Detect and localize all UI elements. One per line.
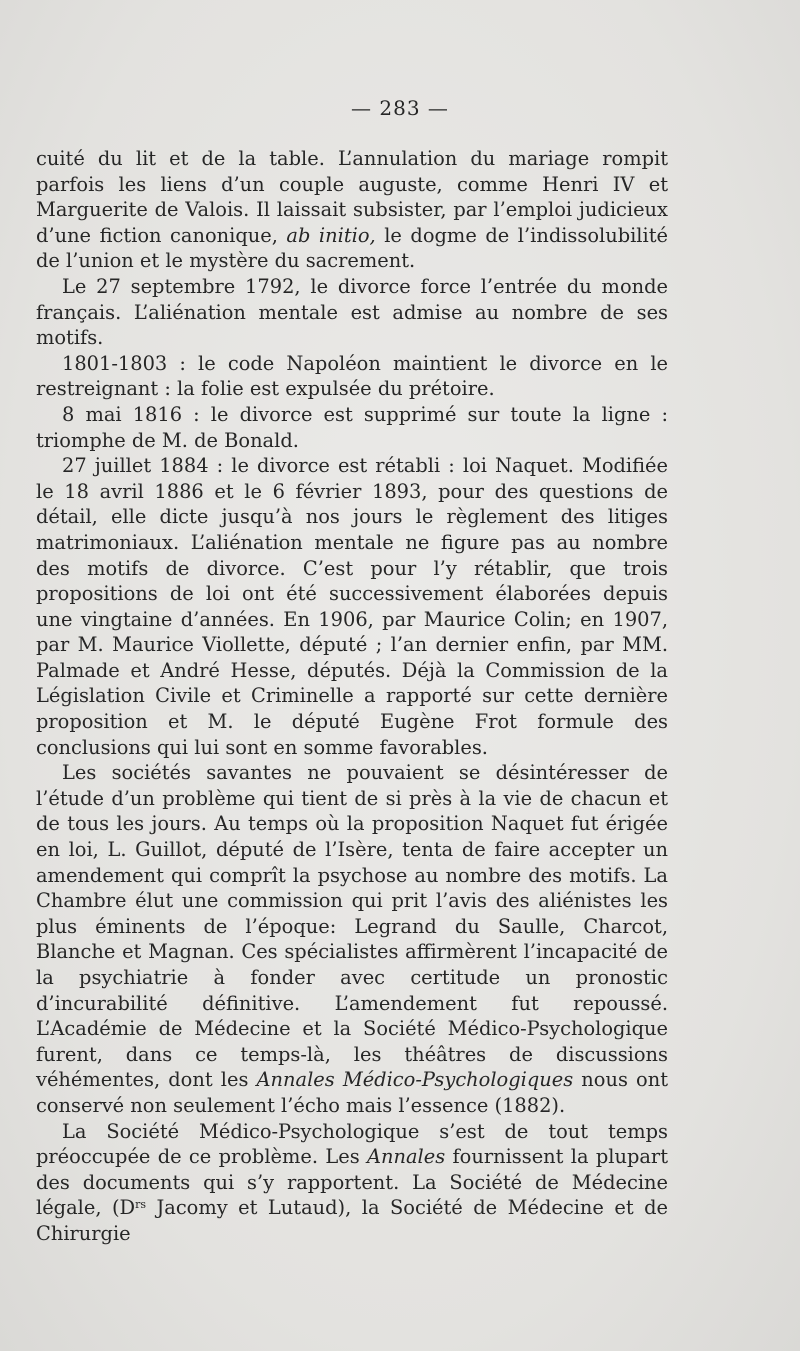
- paragraph-text: Les sociétés savantes ne pouvaient se désintéresser de l’étude d’un problème qui tient de si près à la vie de chacun et de tous les jours. Au temps où la proposition Naquet fut érigée en loi, L. Guillot, député de l’Isère, tenta de faire accepter un amendement qui comprît la psychose au nombre des motifs. La Chambre élut une commission qui prit l’avis des aliénistes les plus éminents de l’époque: Legrand du Saulle, Charcot, Blanche et Magnan. Ces spécialistes affirmèrent l’incapacité de la psychiatrie à fonder avec certitude un pronostic d’incurabilité définitive. L’amendement fut repoussé. L’Académie de Médecine et la Société Médico-Psychologique furent, dans ce temps-là, les théâtres de discussions véhémentes, dont les: [36, 761, 668, 1092]
- paragraph-text: Jacomy et Lutaud), la Société de Médecine et de Chirurgie: [36, 1196, 668, 1245]
- paragraph: [36, 1119, 668, 1247]
- paragraph-text: Le 27 septembre 1792, le divorce force l’entrée du monde français. L’aliénation mentale est admise au nombre de ses motifs.: [36, 274, 668, 350]
- paragraph-text: La Société Médico-Psychologique s’est de tout temps préoccupée de ce problème. Les: [36, 1119, 668, 1169]
- paragraph: [36, 351, 668, 402]
- paragraph: [36, 760, 668, 1118]
- paragraph-text: 1801-1803 : le code Napoléon maintient le divorce en le restreignant : la folie est expulsée du prétoire.: [36, 351, 668, 401]
- paragraph-text: 8 mai 1816 : le divorce est supprimé sur toute la ligne : triomphe de M. de Bonald.: [36, 402, 668, 452]
- paragraph: [36, 146, 668, 274]
- superscript-text: rs: [135, 1198, 146, 1212]
- italic-text: Annales: [367, 1145, 446, 1169]
- paragraph-text: le dogme de l’indissolubilité de l’union et le mystère du sacrement.: [36, 223, 668, 273]
- italic-text: ab initio,: [286, 223, 376, 247]
- italic-text: Annales Médico-Psychologiques: [256, 1068, 574, 1092]
- page-number-header: — 283 —: [351, 96, 449, 120]
- paragraph: [36, 274, 668, 351]
- paragraph-text: nous ont conservé non seulement l’écho mais l’essence (1882).: [36, 1068, 668, 1117]
- paragraph-text: 27 juillet 1884 : le divorce est rétabli : loi Naquet. Modifiée le 18 avril 1886 et le 6 février 1893, pour des questions de détail, elle dicte jusqu’à nos jours le règlement des litiges matrimoniaux. L’aliénation mentale ne figure pas au nombre des motifs de divorce. C’est pour l’y rétablir, que trois propositions de loi ont été successivement élaborées depuis une vingtaine d’années. En 1906, par Maurice Colin; en 1907, par M. Maurice Viollette, député ; l’an dernier enfin, par MM. Palmade et André Hesse, députés. Déjà la Commission de la Législation Civile et Criminelle a rapporté sur cette dernière proposition et M. le député Eugène Frot formule des conclusions qui lui sont en somme favorables.: [36, 454, 668, 759]
- paragraph-text: fournissent la plupart des documents qui s’y rapportent. La Société de Médecine légale, (D: [36, 1145, 668, 1220]
- paragraph: [36, 402, 668, 453]
- paragraph: [36, 453, 668, 760]
- body-text: [36, 146, 668, 1247]
- paragraph-text: cuité du lit et de la table. L’annulation du mariage rompit parfois les liens d’un couple auguste, comme Henri IV et Marguerite de Valois. Il laissait subsister, par l’emploi judicieux d’une fiction canonique,: [36, 147, 668, 247]
